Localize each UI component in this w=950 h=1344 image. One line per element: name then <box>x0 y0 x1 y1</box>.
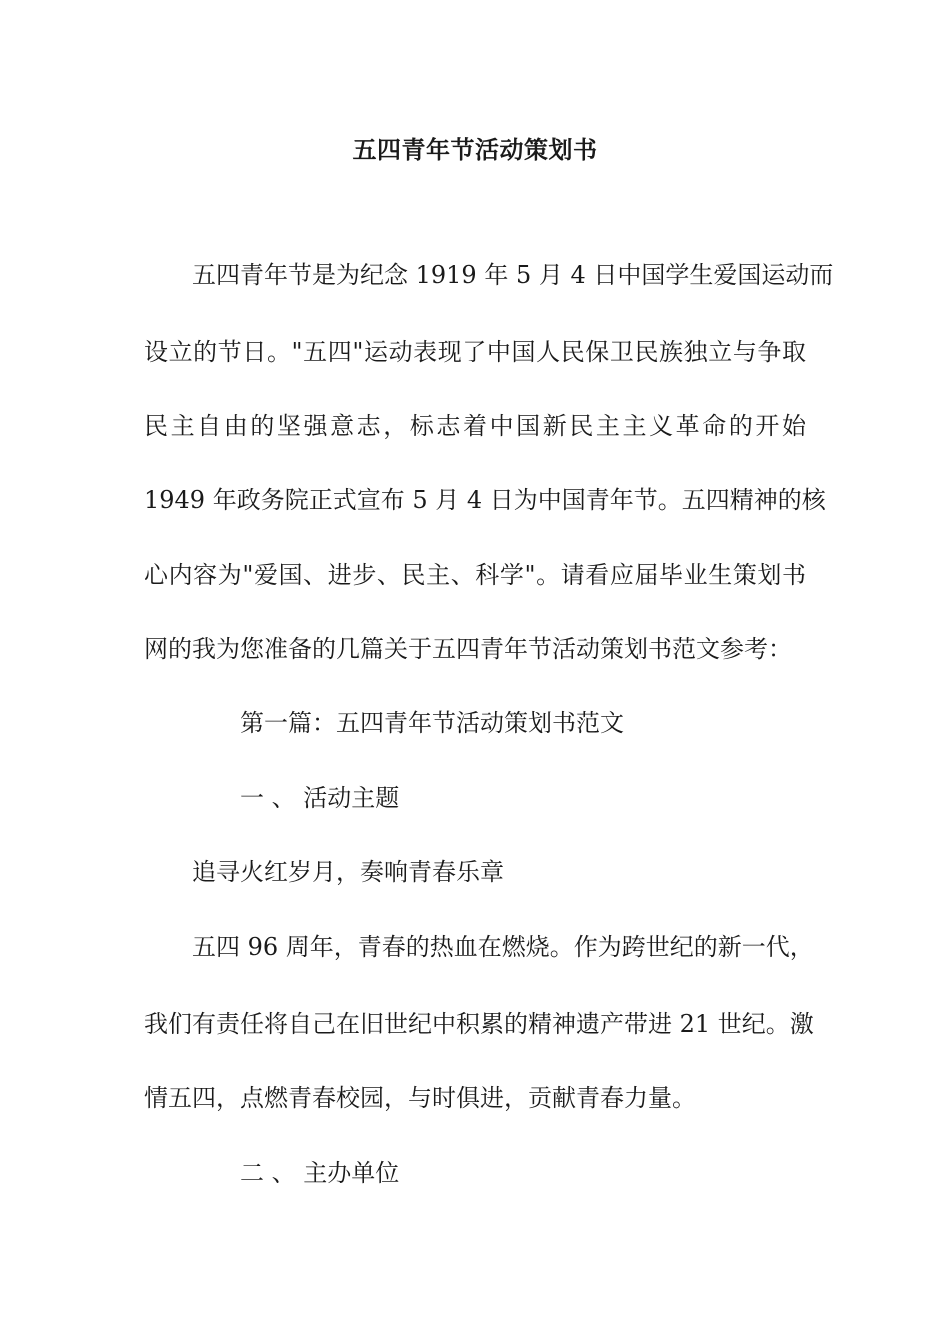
theme-body-line-2: 我们有责任将自己在旧世纪中积累的精神遗产带进 21 世纪。激 <box>144 1010 814 1038</box>
intro-line-6: 网的我为您准备的几篇关于五四青年节活动策划书范文参考： <box>144 635 792 663</box>
theme-body-line-1: 五四 96 周年，青春的热血在燃烧。作为跨世纪的新一代， <box>192 933 814 961</box>
document-title: 五四青年节活动策划书 <box>352 136 598 164</box>
intro-line-3: 民主自由的坚强意志，标志着中国新民主主义革命的开始 <box>144 412 806 440</box>
intro-line-2: 设立的节日。"五四"运动表现了中国人民保卫民族独立与争取 <box>144 338 806 366</box>
intro-line-5: 心内容为"爱国、进步、民主、科学"。请看应届毕业生策划书 <box>144 561 806 589</box>
intro-line-4: 1949 年政务院正式宣布 5 月 4 日为中国青年节。五四精神的核 <box>144 486 826 514</box>
theme-body-line-3: 情五四，点燃青春校园，与时俱进，贡献青春力量。 <box>144 1084 696 1112</box>
section-heading-organizer: 二 、 主办单位 <box>240 1159 400 1187</box>
intro-line-1: 五四青年节是为纪念 1919 年 5 月 4 日中国学生爱国运动而 <box>192 261 834 289</box>
theme-text: 追寻火红岁月，奏响青春乐章 <box>192 858 504 886</box>
chapter-heading: 第一篇：五四青年节活动策划书范文 <box>240 709 624 737</box>
section-heading-theme: 一 、 活动主题 <box>240 784 400 812</box>
